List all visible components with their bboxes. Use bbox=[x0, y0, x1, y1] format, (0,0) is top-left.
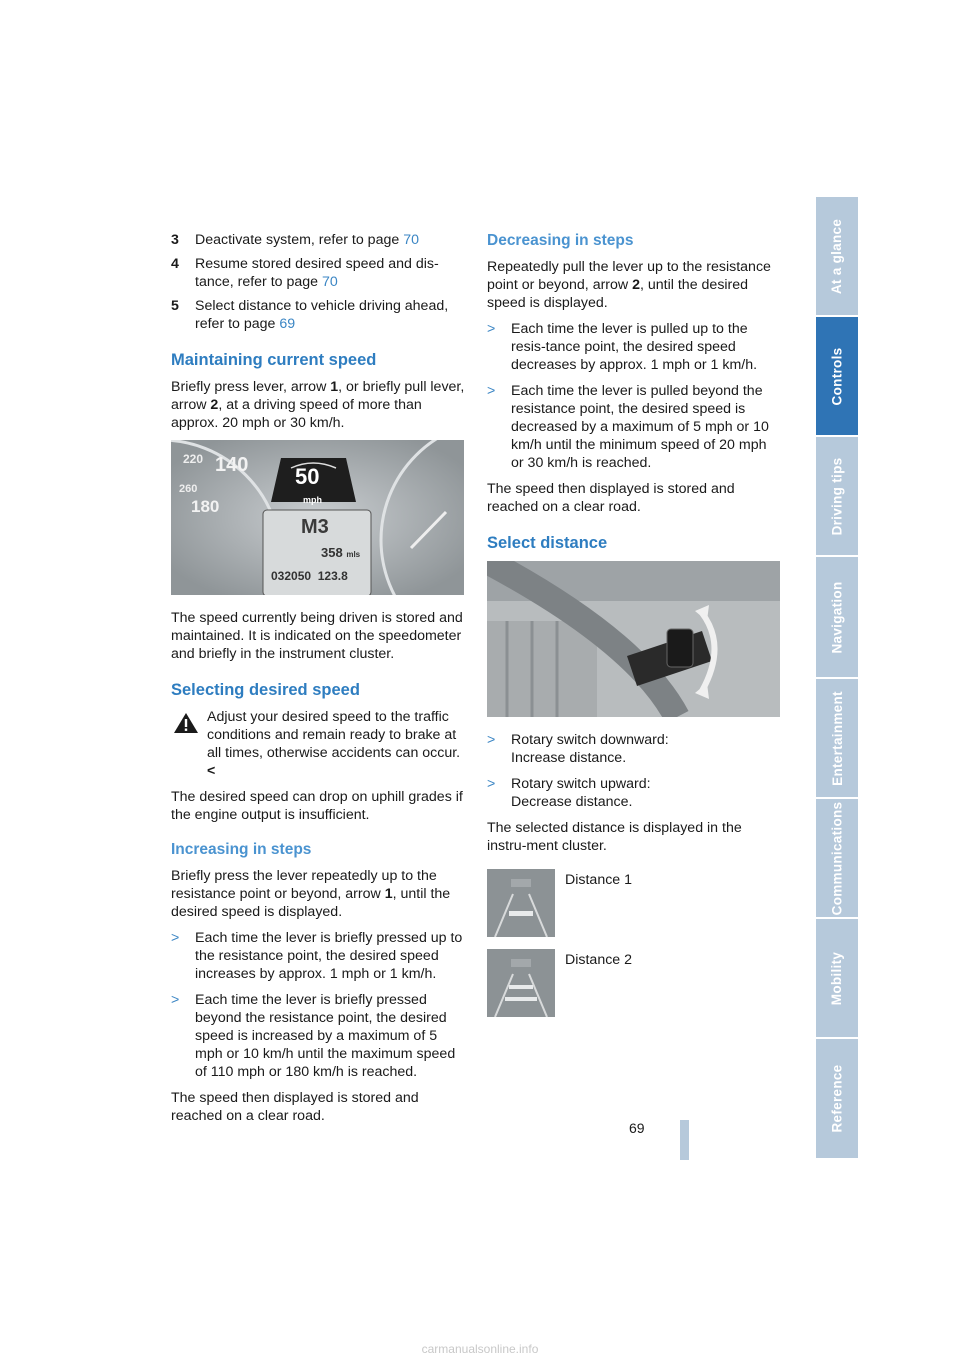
distance-1-label: Distance 1 bbox=[565, 872, 633, 888]
sidebar-tab-entertainment[interactable]: Entertainment bbox=[816, 679, 858, 799]
distance-2-row bbox=[487, 949, 783, 1017]
heading-selecting-speed: Selecting desired speed bbox=[171, 681, 360, 699]
page-link-70[interactable]: 70 bbox=[403, 232, 419, 248]
paragraph-maintain: Briefly press lever, arrow 1, or briefly pull lever, arrow 2, at a driving speed of more than approx. 20 mph or 30 km/h. bbox=[171, 379, 465, 431]
distance-1-row bbox=[487, 869, 783, 937]
page-link-69[interactable]: 69 bbox=[279, 316, 296, 332]
list-item: > Rotary switch upward: Decrease distance. bbox=[487, 776, 651, 810]
paragraph-then: The speed then displayed is stored and reached on a clear road. bbox=[487, 481, 735, 515]
sidebar-tab-navigation[interactable]: Navigation bbox=[816, 557, 858, 679]
range-display: 358 mls bbox=[321, 545, 361, 560]
heading-increasing: Increasing in steps bbox=[171, 841, 312, 858]
page-marker bbox=[680, 1120, 689, 1160]
tick-label: 220 bbox=[183, 452, 204, 466]
list-item-3: 3 Deactivate system, refer to page 70 bbox=[171, 232, 419, 248]
warning-icon bbox=[173, 712, 199, 734]
sidebar-tab-mobility[interactable]: Mobility bbox=[816, 919, 858, 1039]
tick-label: 140 bbox=[215, 454, 249, 476]
paragraph-stored: The speed currently being driven is stored and maintained. It is indicated on the speedometer and briefly in the instrument cluster. bbox=[171, 610, 463, 662]
tick-label: 180 bbox=[191, 497, 220, 516]
list-item-5: 5 Select distance to vehicle driving ahead, refer to page 69 bbox=[171, 298, 449, 332]
speed-unit: mph bbox=[303, 495, 322, 505]
paragraph-drop: The desired speed can drop on uphill grades if the engine output is insufficient. bbox=[171, 789, 463, 823]
list-item: > Each time the lever is pulled up to the resis-tance point, the desired speed decreases by approx. 1 mph or 1 km/h. bbox=[487, 321, 758, 373]
footer-watermark: carmanualsonline.info bbox=[421, 1342, 539, 1356]
list-item: > Rotary switch downward: Increase distance. bbox=[487, 732, 669, 766]
odometer: 032050 123.8 bbox=[271, 569, 348, 583]
paragraph-then: The speed then displayed is stored and reached on a clear road. bbox=[171, 1090, 419, 1124]
paragraph-decreasing: Repeatedly pull the lever up to the resistance point or beyond, arrow 2, until the desired speed is displayed. bbox=[487, 259, 771, 311]
speed-display: 50 bbox=[295, 464, 320, 489]
sidebar-tab-at-a-glance[interactable]: At a glance bbox=[816, 197, 858, 317]
list-item: > Each time the lever is briefly pressed up to the resistance point, the desired speed increases by approx. 1 mph or 1 km/h. bbox=[171, 930, 463, 982]
instrument-cluster-image bbox=[171, 440, 464, 595]
sidebar-tab-reference[interactable]: Reference bbox=[816, 1039, 858, 1160]
page-number: 69 bbox=[629, 1120, 645, 1136]
list-item-4: 4 Resume stored desired speed and dis-tance, refer to page 70 bbox=[171, 256, 439, 290]
section-sidebar bbox=[816, 197, 858, 1160]
distance-2-image bbox=[487, 949, 555, 1017]
right-column bbox=[487, 231, 783, 1017]
heading-select-distance: Select distance bbox=[487, 534, 608, 552]
sidebar-tab-driving-tips[interactable]: Driving tips bbox=[816, 437, 858, 557]
tick-label: 260 bbox=[179, 483, 198, 495]
page-link-70[interactable]: 70 bbox=[321, 274, 338, 290]
steering-lever-image bbox=[487, 561, 780, 717]
heading-decreasing: Decreasing in steps bbox=[487, 232, 634, 249]
left-column bbox=[171, 231, 465, 1133]
distance-2-label: Distance 2 bbox=[565, 952, 633, 968]
sidebar-tab-communications[interactable]: Communications bbox=[816, 799, 858, 919]
list-item: > Each time the lever is pulled beyond the resistance point, the desired speed is decreased by a maximum of 5 mph or 10 km/h until the minimum speed of 20 mph or 30 km/h is reached. bbox=[487, 383, 769, 471]
warning-note: Adjust your desired speed to the traffic conditions and remain ready to brake at all times, otherwise accidents can occur.< bbox=[171, 708, 465, 780]
gear-display: M3 bbox=[301, 516, 329, 538]
sidebar-tab-controls[interactable]: Controls bbox=[816, 317, 858, 437]
heading-maintaining-speed: Maintaining current speed bbox=[171, 351, 377, 369]
list-item: > Each time the lever is briefly pressed beyond the resistance point, the desired speed is increased by a maximum of 5 mph or 10 km/h until the maximum speed of 110 mph or 180 km/h is reached. bbox=[171, 992, 456, 1080]
paragraph-increasing: Briefly press the lever repeatedly up to the resistance point or beyond, arrow 1, until the desired speed is displayed. bbox=[171, 868, 451, 920]
distance-1-image bbox=[487, 869, 555, 937]
paragraph-distance: The selected distance is displayed in the instru-ment cluster. bbox=[487, 820, 742, 854]
